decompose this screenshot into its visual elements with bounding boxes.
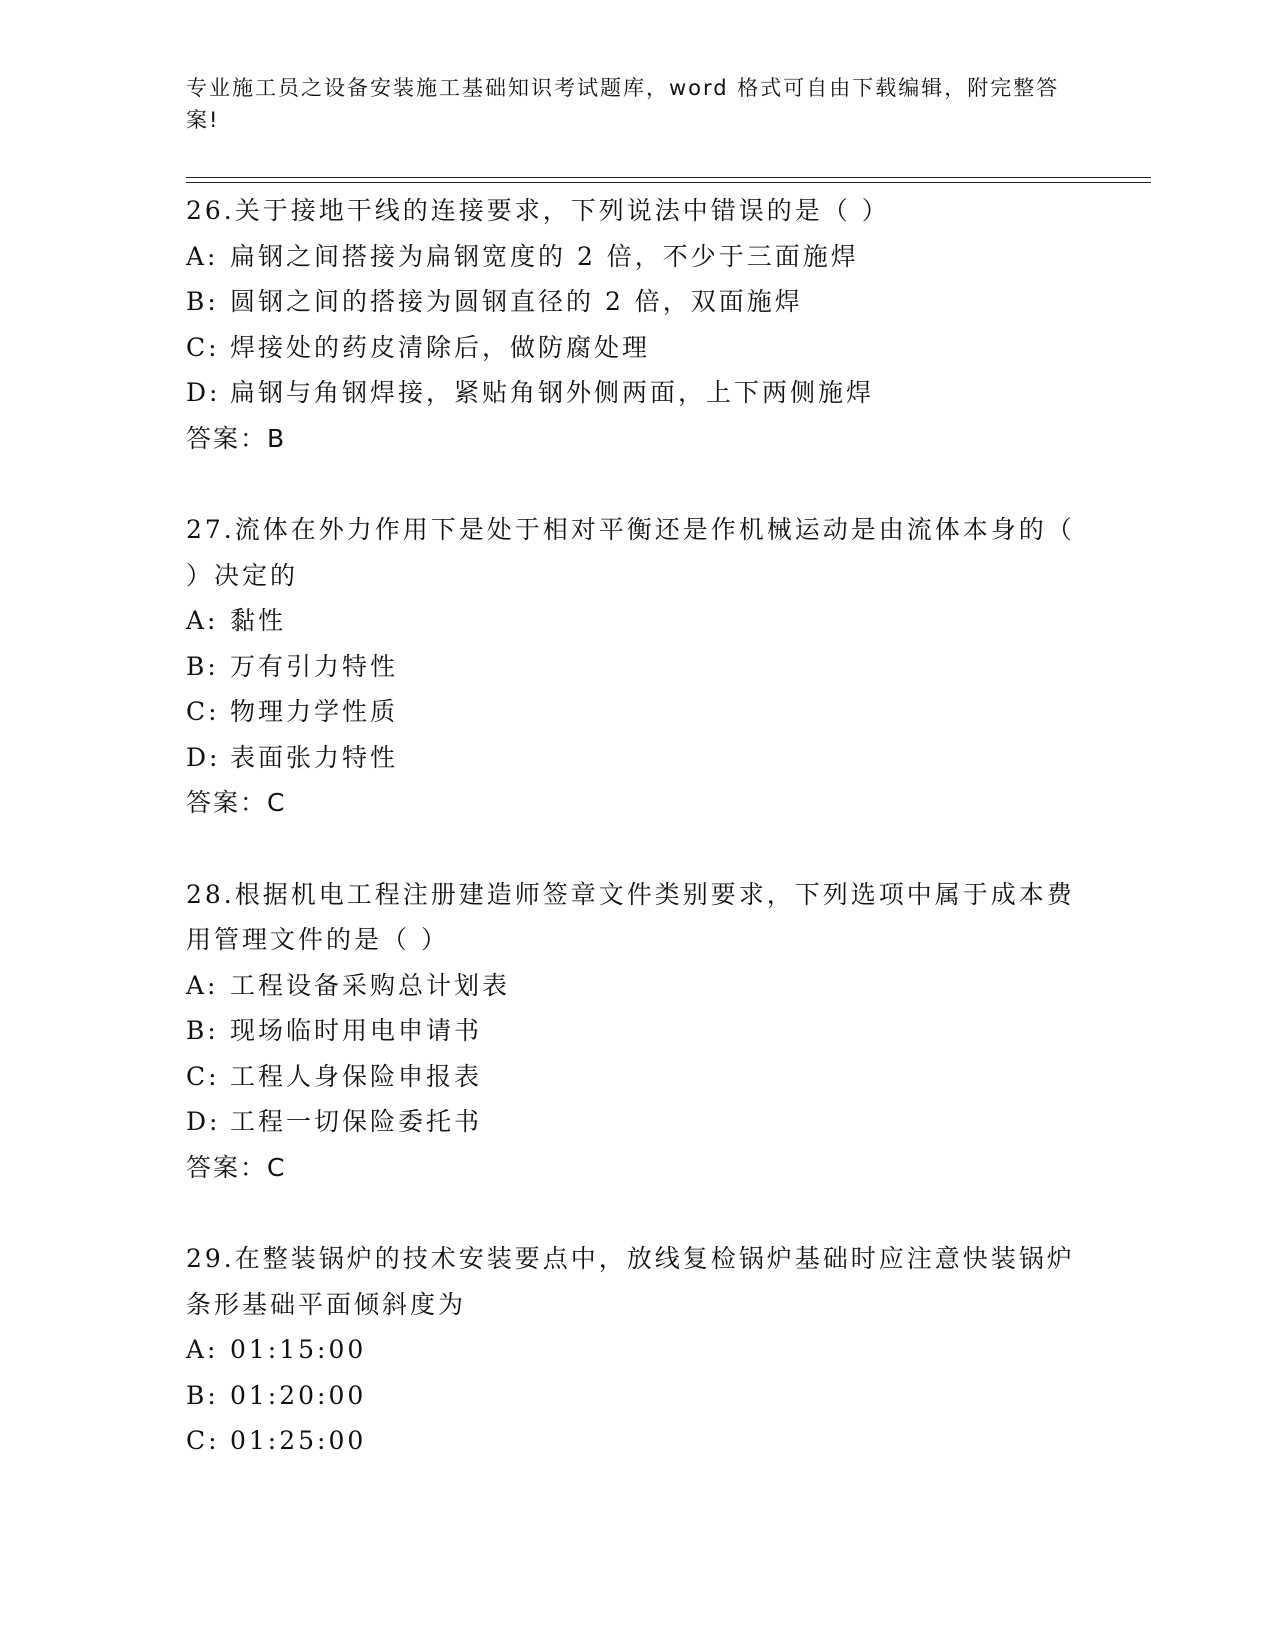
option-text: 物理力学性质 bbox=[230, 697, 399, 726]
option-text: 表面张力特性 bbox=[230, 742, 399, 772]
option-letter: C: bbox=[186, 1426, 220, 1455]
option-b bbox=[186, 1373, 1086, 1419]
option-text: 工程人身保险申报表 bbox=[230, 1061, 483, 1091]
option-letter: A: bbox=[186, 241, 219, 271]
header-divider-bottom bbox=[186, 182, 1151, 183]
option-d bbox=[186, 370, 1086, 416]
question-text: 28.根据机电工程注册建造师签章文件类别要求，下列选项中属于成本费用管理文件的是（ ） bbox=[186, 879, 1075, 954]
answer-line: 答案：B bbox=[186, 423, 287, 453]
option-a bbox=[186, 963, 1086, 1009]
answer-line: 答案：C bbox=[186, 788, 287, 817]
option-d bbox=[186, 735, 1086, 781]
option-text: 工程一切保险委托书 bbox=[230, 1107, 483, 1136]
header-divider-top bbox=[186, 177, 1151, 178]
question-26 bbox=[186, 188, 1086, 461]
question-text: 29.在整装锅炉的技术安装要点中，放线复检锅炉基础时应注意快装锅炉条形基础平面倾斜度为 bbox=[186, 1244, 1075, 1319]
option-c bbox=[186, 325, 1086, 371]
option-letter: D: bbox=[186, 1107, 221, 1136]
option-d bbox=[186, 1099, 1086, 1145]
option-b bbox=[186, 279, 1086, 325]
option-letter: B: bbox=[186, 287, 219, 316]
option-letter: D: bbox=[186, 742, 221, 772]
option-text: 焊接处的药皮清除后，做防腐处理 bbox=[230, 332, 651, 362]
option-letter: C: bbox=[186, 332, 220, 362]
question-29 bbox=[186, 1236, 1086, 1464]
question-list bbox=[186, 188, 1086, 1510]
option-a bbox=[186, 1327, 1086, 1373]
option-letter: C: bbox=[186, 1061, 220, 1091]
option-text: 工程设备采购总计划表 bbox=[230, 970, 511, 1000]
option-text: 01:20:00 bbox=[230, 1380, 367, 1410]
option-c bbox=[186, 689, 1086, 735]
option-letter: D: bbox=[186, 378, 221, 407]
document-header: 专业施工员之设备安装施工基础知识考试题库，word 格式可自由下载编辑，附完整答案! bbox=[186, 76, 1060, 132]
option-a bbox=[186, 234, 1086, 280]
option-text: 圆钢之间的搭接为圆钢直径的 2 倍，双面施焊 bbox=[230, 287, 803, 316]
option-c bbox=[186, 1054, 1086, 1100]
option-letter: B: bbox=[186, 1380, 219, 1410]
option-text: 01:25:00 bbox=[230, 1426, 367, 1455]
question-28 bbox=[186, 872, 1086, 1191]
option-letter: C: bbox=[186, 697, 220, 726]
option-letter: B: bbox=[186, 1016, 219, 1045]
option-text: 扁钢与角钢焊接，紧贴角钢外侧两面，上下两侧施焊 bbox=[230, 378, 875, 407]
answer-line: 答案：C bbox=[186, 1152, 287, 1182]
option-text: 黏性 bbox=[230, 606, 287, 635]
option-b bbox=[186, 1008, 1086, 1054]
question-text: 27.流体在外力作用下是处于相对平衡还是作机械运动是由流体本身的（ ）决定的 bbox=[186, 515, 1075, 590]
option-text: 01:15:00 bbox=[230, 1335, 367, 1364]
option-text: 扁钢之间搭接为扁钢宽度的 2 倍，不少于三面施焊 bbox=[230, 241, 859, 271]
option-letter: A: bbox=[186, 606, 219, 635]
option-letter: A: bbox=[186, 1335, 219, 1364]
option-b bbox=[186, 644, 1086, 690]
option-text: 现场临时用电申请书 bbox=[230, 1016, 483, 1045]
question-27 bbox=[186, 507, 1086, 826]
option-letter: B: bbox=[186, 651, 219, 681]
option-c bbox=[186, 1418, 1086, 1464]
option-a bbox=[186, 598, 1086, 644]
question-text: 26.关于接地干线的连接要求，下列说法中错误的是（ ） bbox=[186, 196, 890, 225]
option-text: 万有引力特性 bbox=[230, 651, 399, 681]
option-letter: A: bbox=[186, 970, 219, 1000]
